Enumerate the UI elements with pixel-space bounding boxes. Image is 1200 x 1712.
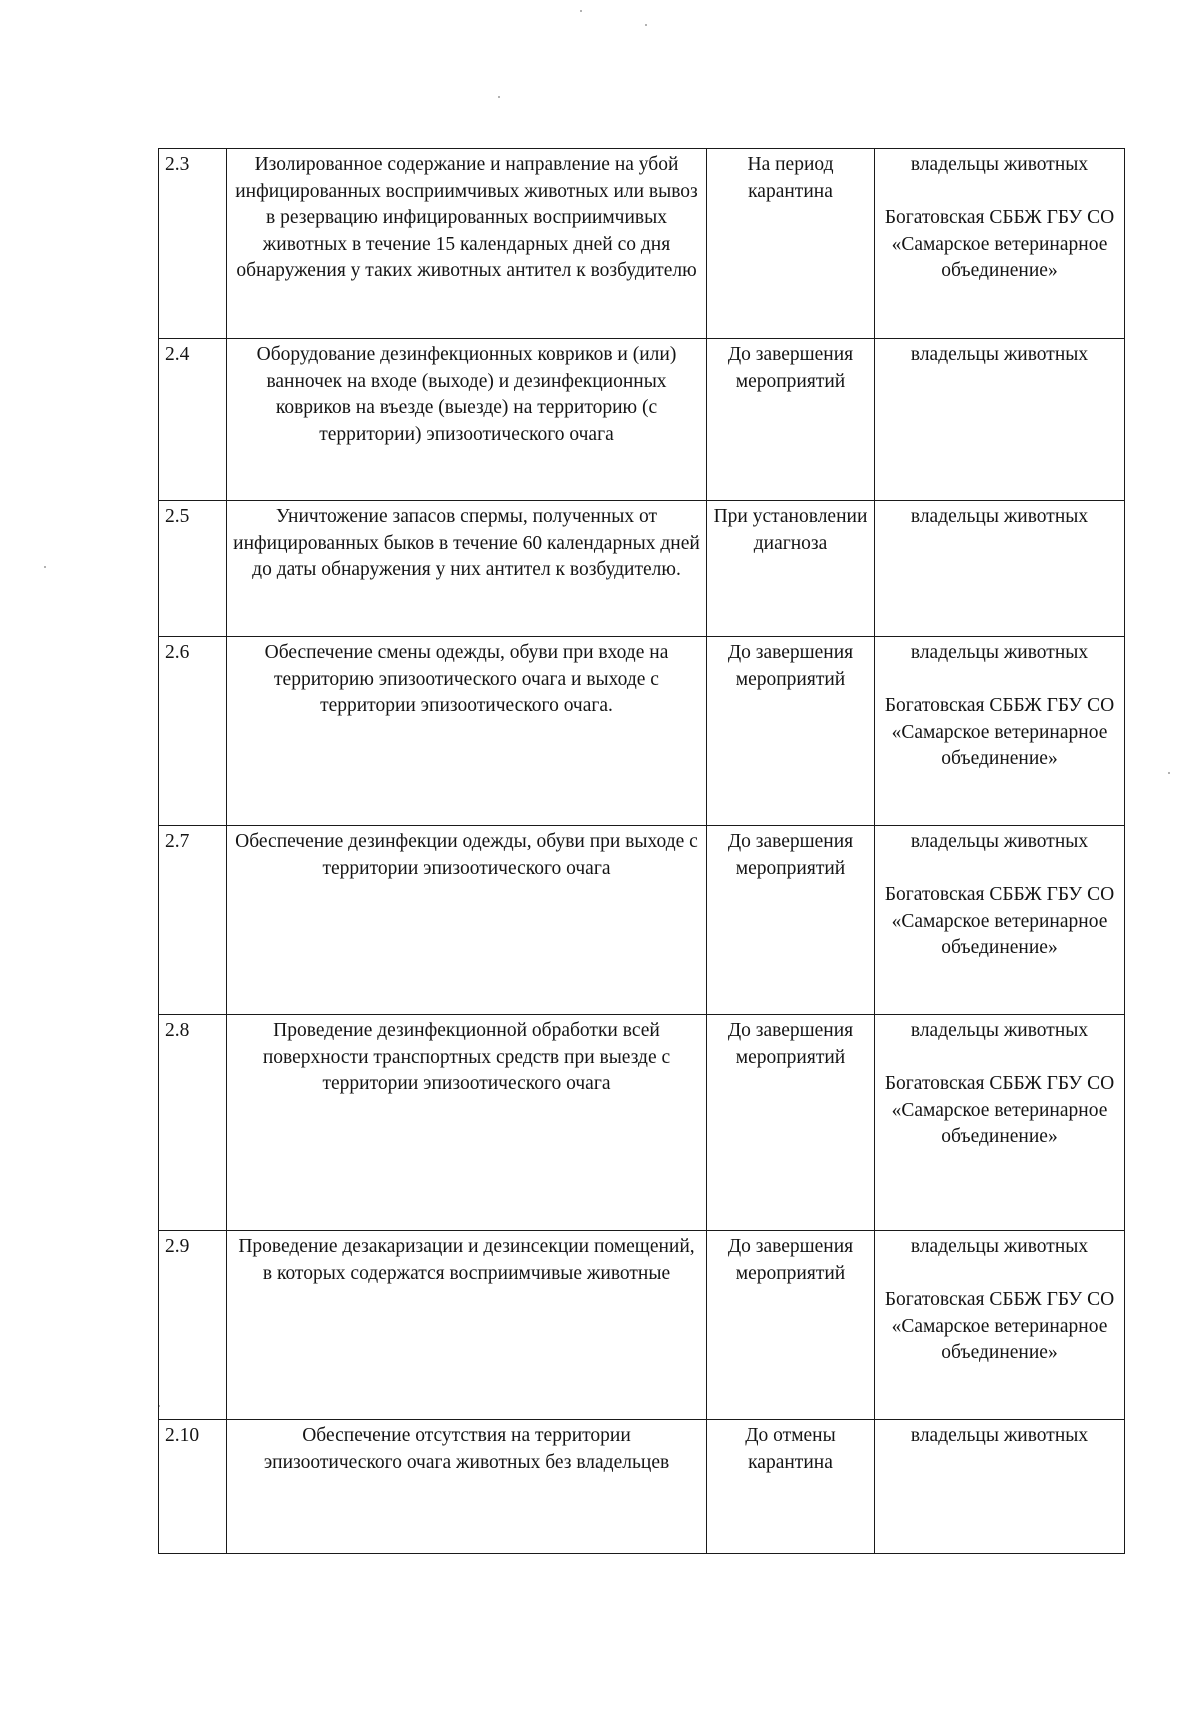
responsible-text: владельцы животных <box>910 1425 1089 1446</box>
deadline-text: До завершения мероприятий <box>707 1231 875 1420</box>
row-number: 2.6 <box>159 637 227 826</box>
table-row <box>159 149 1125 339</box>
responsible-cell <box>875 637 1125 826</box>
scan-speck <box>498 96 500 98</box>
scan-speck <box>1168 772 1170 774</box>
responsible-cell <box>875 1231 1125 1420</box>
row-number: 2.5 <box>159 501 227 637</box>
scan-speck <box>645 24 647 26</box>
table-row <box>159 501 1125 637</box>
measure-text: Проведение дезинфекционной обработки всей поверхности транспортных средств при выезде с территории эпизоотического очага <box>227 1015 707 1231</box>
responsible-text: владельцы животных Богатовская СББЖ ГБУ СО «Самарское ветеринарное объединение» <box>884 642 1115 769</box>
scan-speck <box>44 566 46 568</box>
measures-table <box>158 148 1125 1554</box>
measure-text: Уничтожение запасов спермы, полученных от инфицированных быков в течение 60 календарных дней до даты обнаружения у них антител к возбудителю. <box>227 501 707 637</box>
measure-text: Обеспечение отсутствия на территории эпизоотического очага животных без владельцев <box>227 1420 707 1554</box>
row-number: 2.8 <box>159 1015 227 1231</box>
measure-text: Оборудование дезинфекционных ковриков и (или) ванночек на входе (выходе) и дезинфекционных ковриков на въезде (выезде) на территорию (с территории) эпизоотического очага <box>227 339 707 501</box>
responsible-cell <box>875 1015 1125 1231</box>
measure-text: Обеспечение смены одежды, обуви при входе на территорию эпизоотического очага и выходе с территории эпизоотического очага. <box>227 637 707 826</box>
deadline-text: До завершения мероприятий <box>707 1015 875 1231</box>
table-row <box>159 637 1125 826</box>
responsible-text: владельцы животных Богатовская СББЖ ГБУ СО «Самарское ветеринарное объединение» <box>884 154 1115 281</box>
deadline-text: На период карантина <box>707 149 875 339</box>
table-row <box>159 1420 1125 1554</box>
table-row <box>159 826 1125 1015</box>
row-number: 2.7 <box>159 826 227 1015</box>
measure-text: Проведение дезакаризации и дезинсекции помещений, в которых содержатся восприимчивые животные <box>227 1231 707 1420</box>
table-row <box>159 339 1125 501</box>
deadline-text: До завершения мероприятий <box>707 637 875 826</box>
responsible-text: владельцы животных <box>910 506 1089 527</box>
responsible-text: владельцы животных <box>910 344 1089 365</box>
deadline-text: До отмены карантина <box>707 1420 875 1554</box>
responsible-text: владельцы животных Богатовская СББЖ ГБУ СО «Самарское ветеринарное объединение» <box>884 1236 1115 1363</box>
responsible-cell <box>875 826 1125 1015</box>
scan-speck <box>580 10 582 12</box>
row-number: 2.10 <box>159 1420 227 1554</box>
table-row <box>159 1231 1125 1420</box>
row-number: 2.3 <box>159 149 227 339</box>
row-number: 2.9 <box>159 1231 227 1420</box>
responsible-text: владельцы животных Богатовская СББЖ ГБУ СО «Самарское ветеринарное объединение» <box>884 1020 1115 1147</box>
deadline-text: До завершения мероприятий <box>707 826 875 1015</box>
deadline-text: При установлении диагноза <box>707 501 875 637</box>
table-row <box>159 1015 1125 1231</box>
measure-text: Изолированное содержание и направление на убой инфицированных восприимчивых животных или вывоз в резервацию инфицированных восприимчивых животных в течение 15 календарных дней со дня обнаружения у таких животных антител к возбудителю <box>227 149 707 339</box>
responsible-cell <box>875 1420 1125 1554</box>
responsible-text: владельцы животных Богатовская СББЖ ГБУ СО «Самарское ветеринарное объединение» <box>884 831 1115 958</box>
row-number: 2.4 <box>159 339 227 501</box>
measure-text: Обеспечение дезинфекции одежды, обуви при выходе с территории эпизоотического очага <box>227 826 707 1015</box>
responsible-cell <box>875 339 1125 501</box>
responsible-cell <box>875 501 1125 637</box>
deadline-text: До завершения мероприятий <box>707 339 875 501</box>
responsible-cell <box>875 149 1125 339</box>
